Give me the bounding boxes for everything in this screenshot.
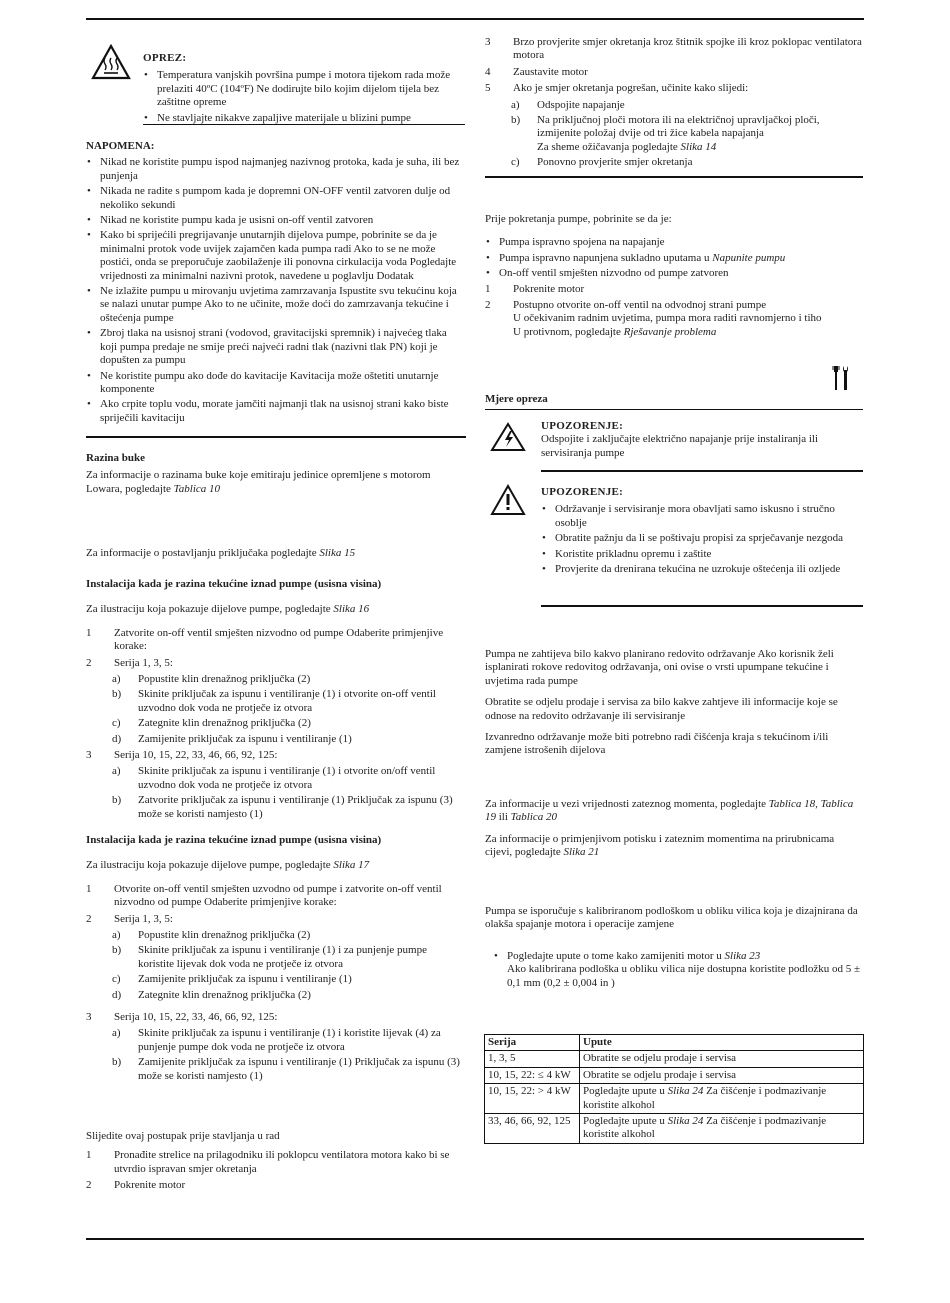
start-check-item: • Pumpa ispravno napunjena sukladno uputama u Napunite pumpu [485, 252, 863, 265]
note-item: • Ne koristite pumpu ako dođe do kavitacije Kavitacija može oštetiti unutarnje komponente [86, 370, 466, 397]
start-step: 2 Postupno otvorite on-off ventil na odvodnoj strani pumpe U očekivanim radnim uvjetima, pumpa mora raditi ravnomjerno i tiho U protivnom, pogledajte Rješavanje problema [485, 299, 822, 338]
table20-ref-link[interactable]: Tablica 20 [510, 811, 558, 824]
bottom-rule [86, 1238, 864, 1240]
install2-substep: b) Skinite priključak za ispunu i ventiliranje (1) i za punjenje pumpe koristite lijevak dok voda ne protječe iz otvora [112, 944, 427, 970]
warning-item: • Koristite prikladnu opremu i zaštite [541, 548, 863, 561]
install2-step: 1 Otvorite on-off ventil smješten uzvodno od pumpe i zatvorite on-off ventil nizvodno od pumpe Odaberite primjenjive korake: [86, 882, 442, 909]
motor-item: • Pogledajte upute o tome kako zamijeniti motor u Slika 23 Ako kalibrirana podloška u obliku vilica nije dostupna koristite podložku od 5 ± 0,1 mm (0,2 ± 0,004 in ) [493, 950, 863, 990]
note-item: • Zbroj tlaka na usisnoj strani (vodovod, gravitacijski spremnik) i najvećeg tlaka koji pumpa predaje ne smije preći najveći radni tlak (nazivni tlak PN) koji je dopušten za pumpu [86, 327, 466, 367]
install1-step: 3 Serija 10, 15, 22, 33, 46, 66, 92, 125: [86, 749, 278, 762]
install2-substep: b) Zamijenite priključak za ispunu i ventiliranje (1) Priključak za ispunu (3) može se koristi namjesto (1) [112, 1056, 460, 1082]
torque-p2: Za informacije o primjenjivom potisku i zateznim momentima na prirubnicama cijevi, pogledajte Slika 21 [485, 832, 835, 859]
rotation-step: 2 Pokrenite motor [86, 1179, 186, 1192]
rotation-substep: a) Odspojite napajanje [511, 98, 625, 111]
table-header: Upute [580, 1035, 864, 1051]
install1-substep: b) Zatvorite priključak za ispunu i ventiliranje (1) Priključak za ispunu (3) može se koristi namjesto (1) [112, 794, 453, 820]
table-cell: Obratite se odjelu prodaje i servisa [580, 1067, 864, 1083]
rotation-intro: Slijedite ovaj postupak prije stavljanja u rad [86, 1130, 280, 1142]
start-section [485, 213, 863, 342]
install2-step: 3 Serija 10, 15, 22, 33, 46, 66, 92, 125: [86, 1011, 278, 1024]
install1-substep: a) Popustite klin drenažnog priključka (2) [112, 673, 311, 686]
note-item: • Ako crpite toplu vodu, morate jamčiti najmanji tlak na usisnoj strani kako biste spriječili kavitaciju [86, 398, 466, 425]
warning-header: UPOZORENJE: [541, 420, 624, 432]
electric-shock-warning-icon [490, 422, 526, 452]
prime-ref-link[interactable]: Napunite pumpu [712, 251, 786, 264]
torque-section [485, 798, 863, 860]
caution-item: • Temperatura vanjskih površina pumpe i motora tijekom rada može prelaziti 40ºC (104ºF) Ne dodirujte bilo kojim dijelom tijela bez zaštitne opreme [143, 69, 465, 109]
precautions-rule [485, 409, 863, 410]
install1-substep: d) Zamijenite priključak za ispunu i ventiliranje (1) [112, 732, 352, 745]
install1-substep: a) Skinite priključak za ispunu i ventiliranje (1) i otvorite on/off ventil uzvodno dok voda ne protječe iz otvora [112, 765, 436, 791]
warning2-bottom-rule [541, 605, 863, 607]
warning-item: • Obratite pažnju da li se poštivaju propisi za sprječavanje nezgoda [541, 532, 863, 545]
precautions-title: Mjere opreza [485, 393, 548, 405]
table18-ref-link[interactable]: Tablica 18 [768, 798, 816, 810]
note-section [86, 140, 466, 427]
table-cell: 10, 15, 22: > 4 kW [485, 1084, 580, 1114]
noise-text: Za informacije o razinama buke koje emitiraju jedinice opremljene s motorom Lowara, pogledajte Tablica 10 [86, 469, 431, 495]
table-cell: Pogledajte upute u Slika 24 Za čišćenje i podmazivanje koristite alkohol [580, 1114, 864, 1144]
install1-step: 2 Serija 1, 3, 5: [86, 656, 173, 669]
install1-title: Instalacija kada je razina tekućine iznad pumpe (usisna visina) [86, 578, 382, 590]
caution-box-bottom-rule [143, 124, 465, 125]
note-header: NAPOMENA: [86, 140, 155, 152]
maintenance-section [485, 648, 863, 758]
hot-surface-warning-icon [91, 44, 131, 80]
troubleshooting-ref-link[interactable]: Rješavanje problema [623, 325, 717, 338]
install2-section [86, 834, 464, 1085]
rotation-substep: b) Na priključnoj ploči motora ili na električnoj upravljačkoj ploči, izmijenite položaj dvije od tri žice kabela napajanja Za sheme ožičavanja pogledajte Slika 14 [511, 114, 820, 153]
caution-header: OPREZ: [143, 52, 187, 64]
table-row [485, 1084, 864, 1114]
table-cell: 10, 15, 22: ≤ 4 kW [485, 1067, 580, 1083]
install1-substep: b) Skinite priključak za ispunu i ventiliranje (1) i otvorite on-off ventil uzvodno dok voda ne protječe iz otvora [112, 688, 436, 714]
warning-header: UPOZORENJE: [541, 486, 624, 498]
start-intro: Prije pokretanja pumpe, pobrinite se da je: [485, 213, 672, 225]
noise-section [86, 452, 462, 496]
table-cell: Obratite se odjelu prodaje i servisa [580, 1051, 864, 1067]
caution-box [143, 52, 465, 127]
start-check-item: • On-off ventil smješten nizvodno od pumpe zatvoren [485, 267, 863, 280]
rotation-section-right [485, 36, 863, 172]
maintenance-p3: Izvanredno održavanje može biti potrebno radi čišćenja kraja s tekućinom i/ili zamjene istrošenih dijelova [485, 731, 829, 757]
connections-text: Za informacije o postavljanju priključaka pogledajte Slika 15 [86, 547, 356, 559]
install2-ref-link[interactable]: Slika 17 [333, 859, 370, 872]
table-cell: 33, 46, 66, 92, 125 [485, 1114, 580, 1144]
fig24-ref-link[interactable]: Slika 24 [667, 1115, 704, 1128]
motor-section [485, 905, 863, 992]
install2-substep: d) Zategnite klin drenažnog priključka (2) [112, 988, 311, 1001]
table-cell: Pogledajte upute u Slika 24 Za čišćenje i podmazivanje koristite alkohol [580, 1084, 864, 1114]
noise-title: Razina buke [86, 452, 145, 464]
connections-ref-link[interactable]: Slika 15 [319, 547, 356, 559]
start-step: 1 Pokrenite motor [485, 282, 585, 295]
table-row [485, 1051, 864, 1067]
table-header-row [485, 1035, 864, 1051]
table-row [485, 1114, 864, 1144]
install2-title: Instalacija kada je razina tekućine iznad pumpe (usisna visina) [86, 834, 382, 846]
install1-ref-link[interactable]: Slika 16 [333, 603, 370, 616]
install1-step: 1 Zatvorite on-off ventil smješten nizvodno od pumpe Odaberite primjenjive korake: [86, 626, 444, 653]
note-item: • Nikada ne radite s pumpom kada je dopremni ON-OFF ventil zatvoren dulje od nekoliko sekundi [86, 185, 466, 212]
top-rule [86, 18, 864, 20]
warning-box-electric [541, 420, 863, 460]
warning-text: Odspojite i zaključajte električno napajanje prije instaliranja ili servisiranja pumpe [541, 433, 819, 459]
service-table [484, 1034, 864, 1144]
rotation-substep: c) Ponovno provjerite smjer okretanja [511, 156, 693, 169]
install2-step: 2 Serija 1, 3, 5: [86, 912, 173, 925]
fig24-ref-link[interactable]: Slika 24 [667, 1085, 704, 1098]
rotation-bottom-rule [485, 176, 863, 178]
note-item: • Nikad ne koristite pumpu kada je usisni on-off ventil zatvoren [86, 214, 466, 227]
rotation-step: 3 Brzo provjerite smjer okretanja kroz štitnik spojke ili kroz poklopac ventilatora motora [485, 36, 862, 62]
note-item: • Kako bi sprijećili pregrijavanje unutarnjih dijelova pumpe, pobrinite se da je minimalni protok vode uvijek zajamčen kada pumpa radi Ako to se ne može postići, onda se preporučuje zaobilaženje ili ponovna cirkulacija voda Pogledajte vrijednosti za minimalni nazivni protok, navedene u poglavlju Dodatak [86, 229, 466, 283]
rotation-section-left [86, 1130, 464, 1196]
maintenance-p2: Obratite se odjelu prodaje i servisa za bilo kakve zahtjeve ili informacije koje se odnose na redovito održavanje ili servisiranje [485, 696, 838, 722]
install2-intro: Za ilustraciju koja pokazuje dijelove pumpe, pogledajte Slika 17 [86, 859, 370, 872]
wiring-ref-link[interactable]: Slika 14 [680, 140, 717, 153]
install2-substep: a) Skinite priključak za ispunu i ventiliranje (1) i koristite lijevak (4) za punjenje pumpe dok voda ne protječe iz otvora [112, 1027, 441, 1053]
rotation-step: 1 Pronađite strelice na prilagodniku ili poklopcu ventilatora motora kako bi se utvrdio ispravan smjer okretanja [86, 1149, 450, 1175]
warning1-bottom-rule [541, 470, 863, 472]
noise-ref-link[interactable]: Tablica 10 [173, 482, 221, 495]
maintenance-p1: Pumpa ne zahtijeva bilo kakvo planirano redovito održavanje Ako korisnik želi isplanirati rokove redovitog održavanja, oni ovise o vrsti upumpane tekućine i uvjetima rada pumpe [485, 648, 834, 687]
motor-p1: Pumpa se isporučuje s kalibriranom podloškom u obliku vilica koja je dizajnirana da olakša spajanje motora i operacije zamjene [485, 905, 858, 931]
tools-icon [830, 364, 852, 392]
fig23-ref-link[interactable]: Slika 23 [724, 949, 761, 962]
table-cell: 1, 3, 5 [485, 1051, 580, 1067]
install1-section [86, 578, 464, 823]
general-warning-icon [490, 484, 526, 516]
warning-box-general [541, 486, 863, 578]
install2-substep: c) Zamijenite priključak za ispunu i ventiliranje (1) [112, 973, 352, 986]
install2-substep: a) Popustite klin drenažnog priključka (2) [112, 929, 311, 942]
table-header: Serija [485, 1035, 580, 1051]
rotation-step: 5 Ako je smjer okretanja pogrešan, učinite kako slijedi: [485, 82, 749, 95]
note-item: • Ne izlažite pumpu u mirovanju uvjetima zamrzavanja Ispustite svu tekućinu koja se nalazi unutar pumpe Ako to ne učinite, može doći do zamrzavanja tekućine i oštećenja pumpe [86, 285, 466, 325]
fig21-ref-link[interactable]: Slika 21 [563, 846, 600, 859]
warning-item: • Provjerite da drenirana tekućina ne uzrokuje oštećenja ili ozljede [541, 563, 863, 576]
start-check-item: • Pumpa ispravno spojena na napajanje [485, 236, 863, 249]
table19-ref-link[interactable]: Tablica 19 [485, 798, 854, 824]
rotation-step: 4 Zaustavite motor [485, 65, 588, 78]
caution-item: • Ne stavljajte nikakve zapaljive materijale u blizini pumpe [143, 112, 465, 125]
table-row [485, 1067, 864, 1083]
install1-substep: c) Zategnite klin drenažnog priključka (2) [112, 717, 311, 730]
warning-item: • Održavanje i servisiranje mora obavljati samo iskusno i stručno osoblje [541, 503, 863, 530]
note-item: • Nikad ne koristite pumpu ispod najmanjeg nazivnog protoka, kada je suha, ili bez punjenja [86, 156, 466, 183]
install1-intro: Za ilustraciju koja pokazuje dijelove pumpe, pogledajte Slika 16 [86, 603, 370, 616]
torque-p1: Za informacije u vezi vrijednosti zateznog momenta, pogledajte Tablica 18, Tablica 19 ili Tablica 20 [485, 798, 854, 824]
note-bottom-rule [86, 436, 466, 438]
